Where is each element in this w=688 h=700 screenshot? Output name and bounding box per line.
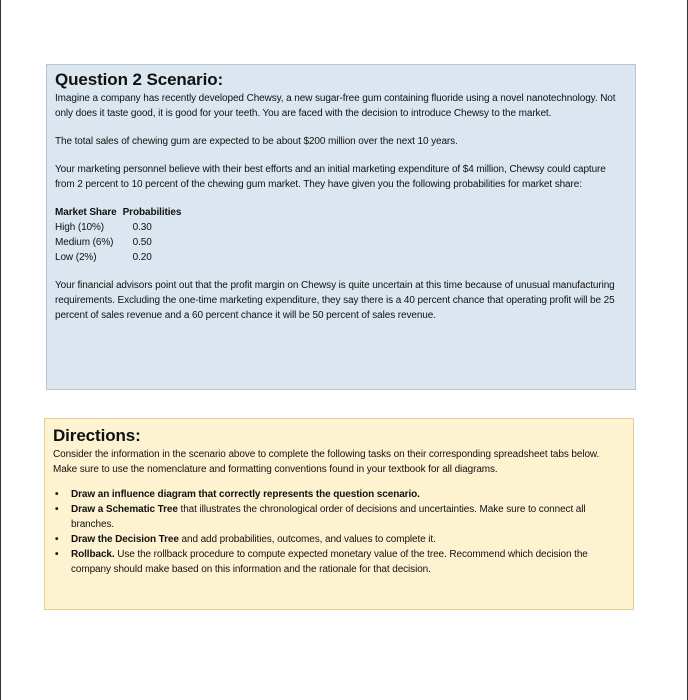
directions-intro: Consider the information in the scenario above to complete the following tasks on their corresponding spreadsheet tabs below. Make sure to use the nomenclature and formatting conventions found in your textbook for all diagrams.	[53, 449, 600, 475]
table-row	[55, 220, 187, 235]
scenario-intro: Imagine a company has recently developed Chewsy, a new sugar-free gum containing fluoride using a novel nanotechnology. Not only does it taste good, it is good for your teeth. You are faced with the decision to introduce Chewsy to the market.	[55, 93, 616, 119]
scenario-box	[46, 64, 636, 390]
task-text: and add probabilities, outcomes, and values to complete it.	[178, 534, 436, 545]
list-item	[71, 502, 623, 532]
probability-cell: 0.30	[132, 222, 152, 233]
table-row	[55, 250, 187, 265]
list-item	[71, 547, 623, 577]
market-share-header: Market Share	[55, 207, 117, 218]
market-share-cell: Low (2%)	[55, 252, 97, 263]
task-text: that illustrates the chronological order of decisions and uncertainties. Make sure to connect all branches.	[71, 504, 586, 530]
list-item	[71, 487, 623, 502]
probability-cell: 0.50	[132, 237, 152, 248]
market-share-cell: High (10%)	[55, 222, 105, 233]
scenario-heading: Question 2 Scenario:	[55, 70, 224, 89]
page-left-edge	[0, 0, 1, 700]
task-bold-text: Rollback.	[71, 549, 115, 560]
task-text: Use the rollback procedure to compute expected monetary value of the tree. Recommend which decision the company should make based on this information and the rationale for that decision.	[71, 549, 588, 575]
total-sales-text: The total sales of chewing gum are expected to be about $200 million over the next 10 years.	[55, 136, 458, 147]
financial-text: Your financial advisors point out that the profit margin on Chewsy is quite uncertain at this time because of unusual manufacturing requirements. Excluding the one-time marketing expenditure, they say there is a 40 percent chance that operating profit will be 25 percent of sales revenue and a 60 percent chance it will be 50 percent of sales revenue.	[55, 280, 615, 321]
directions-box	[44, 418, 634, 610]
task-bold-text: Draw a Schematic Tree	[71, 504, 178, 515]
task-list	[53, 487, 623, 577]
probabilities-header: Probabilities	[122, 207, 182, 218]
directions-heading: Directions:	[53, 426, 141, 445]
market-share-cell: Medium (6%)	[55, 237, 114, 248]
task-bold-text: Draw an influence diagram that correctly represents the question scenario.	[71, 489, 420, 500]
list-item	[71, 532, 623, 547]
table-header-row	[55, 205, 187, 220]
market-share-table	[55, 205, 187, 265]
table-row	[55, 235, 187, 250]
probability-cell: 0.20	[132, 252, 152, 263]
marketing-text: Your marketing personnel believe with their best efforts and an initial marketing expenditure of $4 million, Chewsy could capture from 2 percent to 10 percent of the chewing gum market. They have given you the following probabilities for market share:	[55, 164, 606, 190]
task-bold-text: Draw the Decision Tree	[71, 534, 179, 545]
